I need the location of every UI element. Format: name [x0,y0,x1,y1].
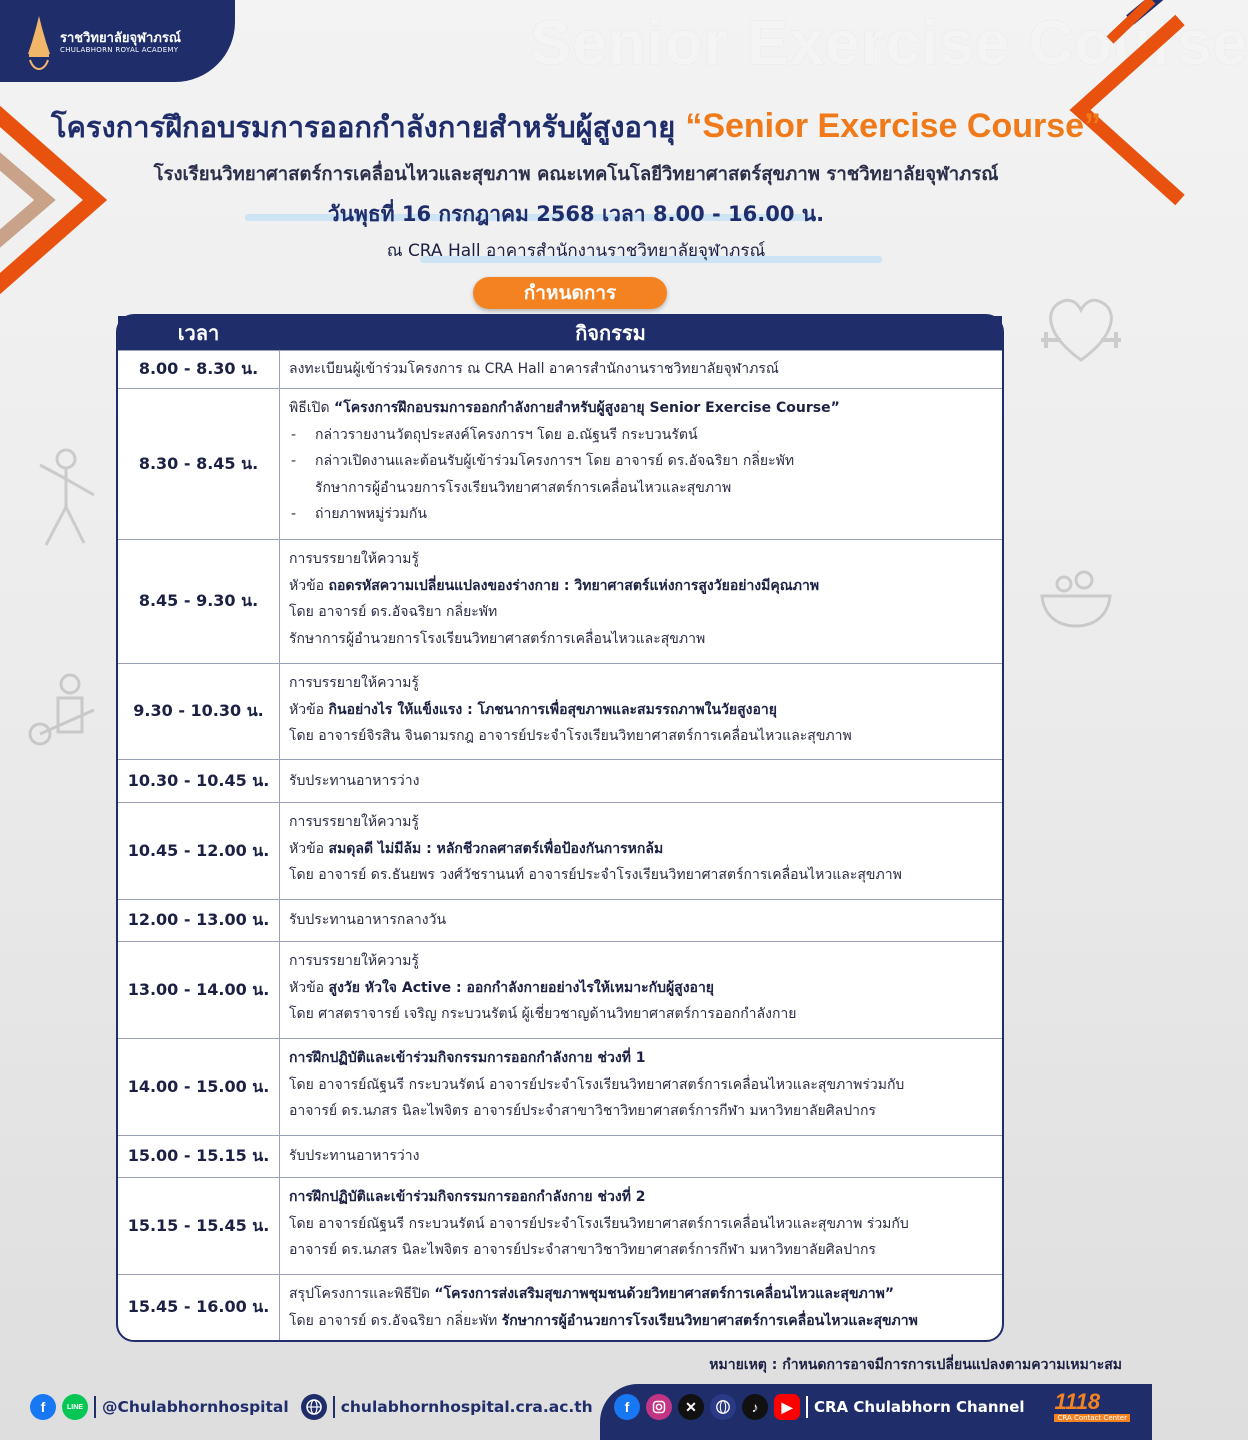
row-time: 13.00 - 14.00 น. [118,942,280,1038]
row-activity [280,1275,1002,1340]
table-row [118,899,1002,941]
topic-prefix: หัวข้อ [289,979,329,996]
exercise-figure-icon [26,445,106,555]
row-time: 15.15 - 15.45 น. [118,1178,280,1274]
table-row [118,388,1002,539]
table-row [118,1135,1002,1177]
row-time: 8.45 - 9.30 น. [118,540,280,663]
row-activity [280,664,1002,759]
logo-thai-name: ราชวิทยาลัยจุฬาภรณ์ [60,30,181,46]
divider [333,1396,335,1418]
activity-text: รับประทานอาหารกลางวัน [289,912,447,929]
contact-center-badge[interactable] [1054,1390,1130,1422]
table-row [118,350,1002,388]
event-date: วันพุธที่ 16 กรกฎาคม 2568 เวลา 8.00 - 16.00 น. [327,202,825,226]
title-thai: โครงการฝึกอบรมการออกกำลังกายสำหรับผู้สูงอายุ [50,110,676,144]
row-time: 8.30 - 8.45 น. [118,389,280,539]
topic-prefix: หัวข้อ [289,577,329,594]
hotline-number: 1118 [1054,1389,1101,1414]
fitness-heart-icon [1036,290,1126,370]
col-time-header: เวลา [177,321,220,345]
speaker-role: รักษาการผู้อำนวยการโรงเรียนวิทยาศาสตร์การเคลื่อนไหวและสุขภาพ [289,630,706,647]
facebook-icon[interactable]: f [614,1394,640,1420]
row-activity [280,900,1002,941]
table-row [118,759,1002,802]
speaker-text: โดย อาจารย์ ดร.อัจฉริยา กลิ่ยะพัท [289,604,498,620]
footer-channel-bar [600,1384,1152,1440]
row-time: 14.00 - 15.00 น. [118,1039,280,1135]
table-row [118,802,1002,899]
weights-icon [24,670,114,760]
table-row [118,663,1002,759]
row-time: 10.45 - 12.00 น. [118,803,280,899]
speaker-text: โดย ศาสตราจารย์ เจริญ กระบวนรัตน์ ผู้เชี่ยวชาญด้านวิทยาศาสตร์การออกกำลังกาย [289,1006,797,1022]
activity-title: “โครงการฝึกอบรมการออกกำลังกายสำหรับผู้สูงอายุ Senior Exercise Course” [334,400,840,416]
website-link[interactable]: chulabhornhospital.cra.ac.th [340,1398,593,1416]
table-row [118,1038,1002,1135]
topic-title: สมดุลดี ไม่มีล้ม : หลักชีวกลศาสตร์เพื่อป้องกันการหกล้ม [328,840,664,857]
activity-text: การบรรยายให้ความรู้ [289,953,419,969]
table-row [118,539,1002,663]
activity-prefix: สรุปโครงการและพิธีปิด [289,1286,435,1302]
row-activity [280,389,1002,539]
schedule-note: หมายเหตุ : กำหนดการอาจมีการการเปลี่ยนแปลงตามความเหมาะสม [709,1357,1122,1373]
facebook-icon[interactable]: f [30,1394,56,1420]
topic-prefix: หัวข้อ [289,840,329,857]
activity-text: การบรรยายให้ความรู้ [289,814,419,830]
line-icon[interactable]: LINE [62,1394,88,1420]
activity-prefix: พิธีเปิด [289,400,334,416]
row-activity [280,1136,1002,1177]
speaker-text: โดย อาจารย์ณัฐนรี กระบวนรัตน์ อาจารย์ประจำโรงเรียนวิทยาศาสตร์การเคลื่อนไหวและสุขภาพ ร่วมกับ [289,1215,909,1232]
speaker-role: รักษาการผู้อำนวยการโรงเรียนวิทยาศาสตร์การเคลื่อนไหวและสุขภาพ [501,1312,918,1329]
channel-name[interactable]: CRA Chulabhorn Channel [814,1398,1025,1416]
table-row [118,1177,1002,1274]
speaker-text: โดย อาจารย์ณัฐนรี กระบวนรัตน์ อาจารย์ประจำโรงเรียนวิทยาศาสตร์การเคลื่อนไหวและสุขภาพร่วมกับ [289,1076,905,1093]
table-row [118,1274,1002,1340]
divider [94,1396,96,1418]
activity-text: การบรรยายให้ความรู้ [289,675,419,691]
instagram-icon[interactable] [646,1394,672,1420]
activity-bullet-continued: รักษาการผู้อำนวยการโรงเรียนวิทยาศาสตร์การเคลื่อนไหวและสุขภาพ [315,479,732,496]
activity-bullet: - ถ่ายภาพหมู่ร่วมกัน [289,501,994,528]
globe-icon[interactable] [301,1394,327,1420]
row-activity [280,351,1002,388]
youtube-icon[interactable]: ▶ [774,1394,800,1420]
activity-text: รับประทานอาหารว่าง [289,772,420,789]
table-header [118,316,1002,350]
event-venue: ณ CRA Hall อาคารสำนักงานราชวิทยาลัยจุฬาภรณ์ [386,241,766,261]
crown-emblem-icon [24,14,54,72]
activity-title: “โครงการส่งเสริมสุขภาพชุมชนด้วยวิทยาศาสตร์การเคลื่อนไหวและสุขภาพ” [434,1286,895,1302]
activity-title: การฝึกปฏิบัติและเข้าร่วมกิจกรรมการออกกำลังกาย ช่วงที่ 2 [289,1189,646,1205]
divider [806,1396,808,1418]
col-activity-header: กิจกรรม [575,321,646,345]
hotline-label: CRA Contact Center [1054,1414,1130,1422]
social-handle-link[interactable]: @Chulabhornhospital [102,1398,289,1416]
footer-contacts [0,1384,600,1440]
activity-bullet: - กล่าวรายงานวัตถุประสงค์โครงการฯ โดย อ.ณัฐนรี กระบวนรัตน์ [289,422,994,449]
speaker-text: โดย อาจารย์จิรสิน จินดามรกฎ อาจารย์ประจำโรงเรียนวิทยาศาสตร์การเคลื่อนไหวและสุขภาพ [289,728,852,744]
speaker-text: อาจารย์ ดร.นภสร นิละไพจิตร อาจารย์ประจำสาขาวิชาวิทยาศาสตร์การกีฬา มหาวิทยาลัยศิลปากร [289,1103,876,1119]
row-time: 10.30 - 10.45 น. [118,760,280,802]
watermark-text: Senior Exercise Course [530,9,1248,78]
topic-title: กินอย่างไร ให้แข็งแรง : โภชนาการเพื่อสุขภาพและสมรรถภาพในวัยสูงอายุ [328,701,777,718]
row-activity [280,760,1002,802]
title-english: “Senior Exercise Course” [685,107,1102,145]
speaker-text: โดย อาจารย์ ดร.ธันยพร วงศ์วัชรานนท์ อาจารย์ประจำโรงเรียนวิทยาศาสตร์การเคลื่อนไหวและสุขภาพ [289,867,902,883]
activity-text: การบรรยายให้ความรู้ [289,551,419,567]
page-title [0,104,1152,150]
globe-icon[interactable] [710,1394,736,1420]
row-time: 9.30 - 10.30 น. [118,664,280,759]
activity-text: รับประทานอาหารว่าง [289,1148,420,1165]
row-time: 12.00 - 13.00 น. [118,900,280,941]
schedule-label-pill: กำหนดการ [473,277,667,309]
row-activity [280,1039,1002,1135]
speaker-text: อาจารย์ ดร.นภสร นิละไพจิตร อาจารย์ประจำสาขาวิชาวิทยาศาสตร์การกีฬา มหาวิทยาลัยศิลปากร [289,1242,876,1258]
topic-title: สูงวัย หัวใจ Active : ออกกำลังกายอย่างไรให้เหมาะกับผู้สูงอายุ [328,979,715,996]
logo-english-name: CHULABHORN ROYAL ACADEMY [60,46,179,55]
activity-bullet: - กล่าวเปิดงานและต้อนรับผู้เข้าร่วมโครงการฯ โดย อาจารย์ ดร.อัจฉริยา กลิ่ยะพัท [289,448,994,475]
food-bowl-icon [1036,560,1116,630]
row-activity [280,942,1002,1038]
activity-text: ลงทะเบียนผู้เข้าร่วมโครงการ ณ CRA Hall อาคารสำนักงานราชวิทยาลัยจุฬาภรณ์ [289,361,779,378]
speaker-text: โดย อาจารย์ ดร.อัจฉริยา กลิ่ยะพัท [289,1312,502,1329]
row-activity [280,803,1002,899]
row-time: 8.00 - 8.30 น. [118,351,280,388]
row-time: 15.45 - 16.00 น. [118,1275,280,1340]
table-row [118,941,1002,1038]
activity-title: การฝึกปฏิบัติและเข้าร่วมกิจกรรมการออกกำลังกาย ช่วงที่ 1 [289,1050,646,1066]
x-icon[interactable]: ✕ [678,1394,704,1420]
topic-title: ถอดรหัสความเปลี่ยนแปลงของร่างกาย : วิทยาศาสตร์แห่งการสูงวัยอย่างมีคุณภาพ [328,577,820,594]
row-time: 15.00 - 15.15 น. [118,1136,280,1177]
row-activity [280,1178,1002,1274]
tiktok-icon[interactable]: ♪ [742,1394,768,1420]
topic-prefix: หัวข้อ [289,701,329,718]
academy-logo [24,14,181,72]
row-activity [280,540,1002,663]
organizer-subtitle: โรงเรียนวิทยาศาสตร์การเคลื่อนไหวและสุขภาพ คณะเทคโนโลยีวิทยาศาสตร์สุขภาพ ราชวิทยาลัยจุฬาภรณ์ [153,164,999,185]
schedule-table [116,314,1004,1342]
